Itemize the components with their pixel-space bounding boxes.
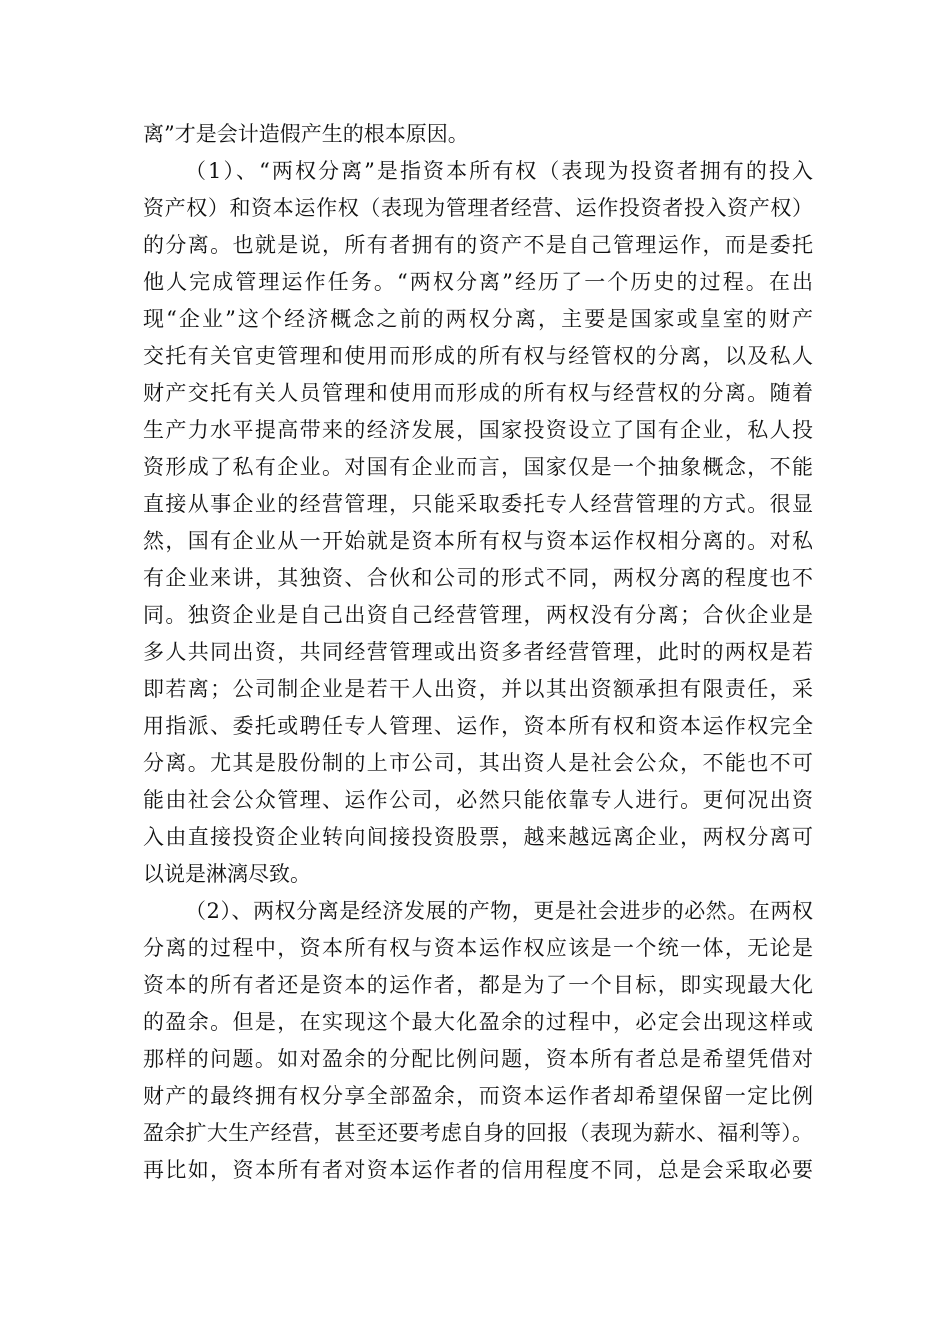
text-line: 资本的所有者还是资本的运作者，都是为了一个目标，即实现最大化 — [143, 973, 813, 997]
text-line: 现“企业”这个经济概念之前的两权分离，主要是国家或皇室的财产 — [143, 307, 813, 331]
text-line: 那样的问题。如对盈余的分配比例问题，资本所有者总是希望凭借对 — [143, 1047, 813, 1071]
text-line: 能由社会公众管理、运作公司，必然只能依靠专人进行。更何况出资 — [143, 788, 813, 812]
text-line: 同。独资企业是自己出资自己经营管理，两权没有分离；合伙企业是 — [143, 603, 813, 627]
text-line: 离”才是会计造假产生的根本原因。 — [143, 122, 469, 146]
text-line: 的盈余。但是，在实现这个最大化盈余的过程中，必定会出现这样或 — [143, 1010, 813, 1034]
text-line: 直接从事企业的经营管理，只能采取委托专人经营管理的方式。很显 — [143, 492, 813, 516]
text-line: 生产力水平提高带来的经济发展，国家投资设立了国有企业，私人投 — [143, 418, 813, 442]
text-line: 以说是淋漓尽致。 — [143, 862, 311, 886]
text-line: 财产交托有关人员管理和使用而形成的所有权与经营权的分离。随着 — [143, 381, 813, 405]
text-line: 资形成了私有企业。对国有企业而言，国家仅是一个抽象概念，不能 — [143, 455, 813, 479]
text-line: 交托有关官吏管理和使用而形成的所有权与经管权的分离，以及私人 — [143, 344, 813, 368]
paragraph-2-start: （2）、两权分离是经济发展的产物，更是社会进步的必然。在两权 — [185, 899, 813, 923]
text-line: 盈余扩大生产经营，甚至还要考虑自身的回报（表现为薪水、福利等）。 — [143, 1121, 813, 1145]
text-line: 有企业来讲，其独资、合伙和公司的形式不同，两权分离的程度也不 — [143, 566, 813, 590]
paragraph-1-start: （1）、“两权分离”是指资本所有权（表现为投资者拥有的投入 — [185, 159, 813, 183]
text-line: 入由直接投资企业转向间接投资股票，越来越远离企业，两权分离可 — [143, 825, 813, 849]
body-text — [143, 116, 813, 1189]
text-line: 用指派、委托或聘任专人管理、运作，资本所有权和资本运作权完全 — [143, 714, 813, 738]
text-line: 的分离。也就是说，所有者拥有的资产不是自己管理运作，而是委托 — [143, 233, 813, 257]
text-line: 然，国有企业从一开始就是资本所有权与资本运作权相分离的。对私 — [143, 529, 813, 553]
text-line: 他人完成管理运作任务。“两权分离”经历了一个历史的过程。在出 — [143, 270, 813, 294]
text-line: 再比如，资本所有者对资本运作者的信用程度不同，总是会采取必要 — [143, 1158, 813, 1182]
text-line: 分离的过程中，资本所有权与资本运作权应该是一个统一体，无论是 — [143, 936, 813, 960]
text-line: 资产权）和资本运作权（表现为管理者经营、运作投资者投入资产权） — [143, 196, 813, 220]
text-line: 财产的最终拥有权分享全部盈余，而资本运作者却希望保留一定比例 — [143, 1084, 813, 1108]
text-line: 分离。尤其是股份制的上市公司，其出资人是社会公众，不能也不可 — [143, 751, 813, 775]
text-line: 多人共同出资，共同经营管理或出资多者经营管理，此时的两权是若 — [143, 640, 813, 664]
text-line: 即若离；公司制企业是若干人出资，并以其出资额承担有限责任，采 — [143, 677, 813, 701]
